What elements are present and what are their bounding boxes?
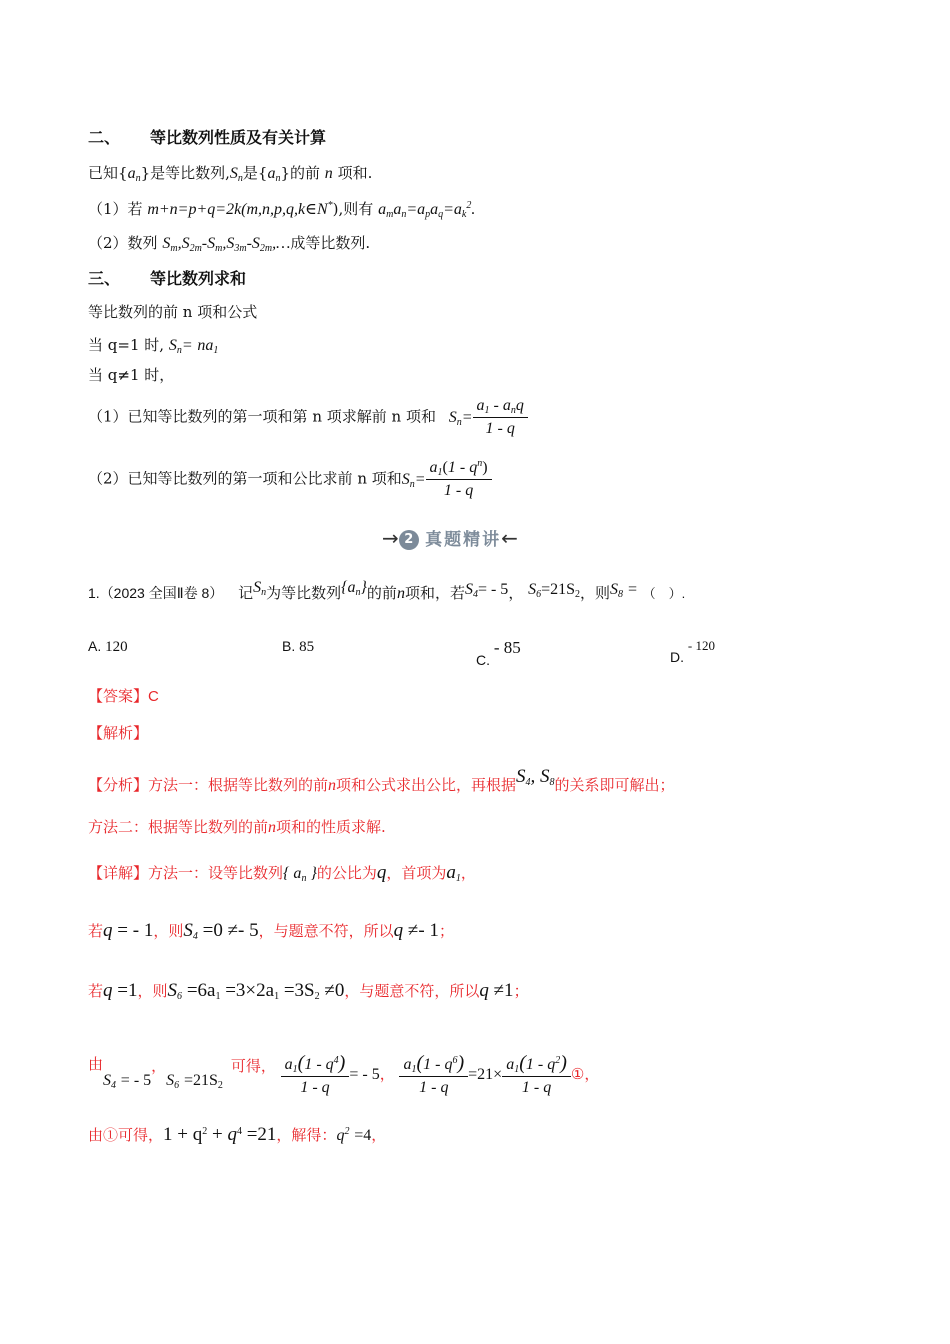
formula-2-row: （2）已知等比数列的第一项和公比求前 n 项和$S_n=$ $\frac{a_1(1 - q^n)}{1 - q}$	[88, 457, 492, 502]
case-q-not-1: 当 q≠1 时，	[88, 366, 175, 384]
section-title: 等比数列求和	[150, 269, 247, 288]
property-1: （1）若 m+n=p+q=2k(m,n,p,q,k∈N*),则有 $a_ma_n=a_pa_q=a_k^2$.	[88, 200, 476, 220]
case-1-line: 若q = - 1，则$S_4 =0 \ne- 5$，与题意不符，所以q ≠- 1；	[88, 920, 454, 942]
derive-fraction-1: $\frac{a_1(1 - q^4)}{1 - q}$	[281, 1052, 350, 1099]
solve-line: 由①可得，$1 + q^2 + q^4 =21$，解得：$q^2 =4$，	[88, 1124, 387, 1145]
derive-line: 由$S_4$ = - 5，$S_6 =21S_2$可得， $\frac{a_1(1 - q^4)}{1 - q}$ = - 5， $\frac{a_1(1 - q^6)}{1 - q}$ =21× $\frac{a_1(1 - q^2)}{1 - q}$ ①，	[88, 1036, 599, 1109]
left-arrow-icon: ←	[501, 526, 518, 550]
circled-number-badge: 2	[399, 530, 419, 550]
option-a[interactable]: A. 120	[88, 638, 128, 655]
derive-fraction-3: $\frac{a_1(1 - q^2)}{1 - q}$	[502, 1052, 571, 1099]
section-heading-2	[88, 128, 326, 148]
detail-line: 【详解】方法一：设等比数列{ $a_n$ }的公比为q，首项为$a_1$，	[88, 862, 476, 884]
option-b[interactable]: B. 85	[282, 638, 315, 655]
section-title: 等比数列性质及有关计算	[150, 128, 327, 147]
question-1: 1.（2023 全国Ⅱ卷 8） 记$S_n$为等比数列$\{a_n\}$的前n项和，若$S_4= - 5$， $S_6=21S_2$，则$S_8$ = （ ）.	[88, 579, 686, 602]
banner-title: 真题精讲	[425, 530, 502, 550]
section-number: 二、	[88, 128, 121, 147]
s2-intro: 已知$\{a_n\}$是等比数列$,S_n$是$\{a_n\}$的前 n 项和.	[88, 164, 373, 184]
option-d[interactable]: D. - 120	[670, 638, 715, 665]
property-2: （2）数列 $S_m,S_{2m}-S_m,S_{3m}-S_{2m},\dots$成等比数列.	[88, 234, 371, 254]
formula-1-fraction: $\frac{a_1 - a_nq}{1 - q}$	[473, 395, 528, 440]
case-q-equals-1: 当 q=1 时, $S_n= na_1$	[88, 336, 219, 356]
formula-1-row: （1）已知等比数列的第一项和第 n 项求解前 n 项和 $S_n=$ $\frac{a_1 - a_nq}{1 - q}$	[88, 395, 528, 440]
sum-formula-title: 等比数列的前 n 项和公式	[88, 303, 258, 321]
option-c[interactable]: C. - 85	[476, 638, 521, 668]
fenxi-line: 【分析】方法一：根据等比数列的前n项和公式求出公比，再根据$S_4$, $S_8$的关系即可解出；	[88, 766, 675, 794]
answer-line: 【答案】C	[88, 687, 159, 705]
section-number: 三、	[88, 269, 121, 288]
case-2-line: 若q =1，则$S_6 =6a_1 =3\times 2a_1 =3S_2 \ne 0$，与题意不符，所以q ≠1；	[88, 980, 529, 1002]
section-heading-3	[88, 269, 246, 289]
section-banner	[382, 525, 518, 550]
method2-line: 方法二：根据等比数列的前n项和的性质求解.	[88, 818, 386, 836]
formula-2-fraction: $\frac{a_1(1 - q^n)}{1 - q}$	[426, 457, 492, 502]
right-arrow-icon: →	[382, 526, 399, 550]
analysis-label: 【解析】	[88, 724, 149, 742]
derive-fraction-2: $\frac{a_1(1 - q^6)}{1 - q}$	[399, 1052, 468, 1099]
